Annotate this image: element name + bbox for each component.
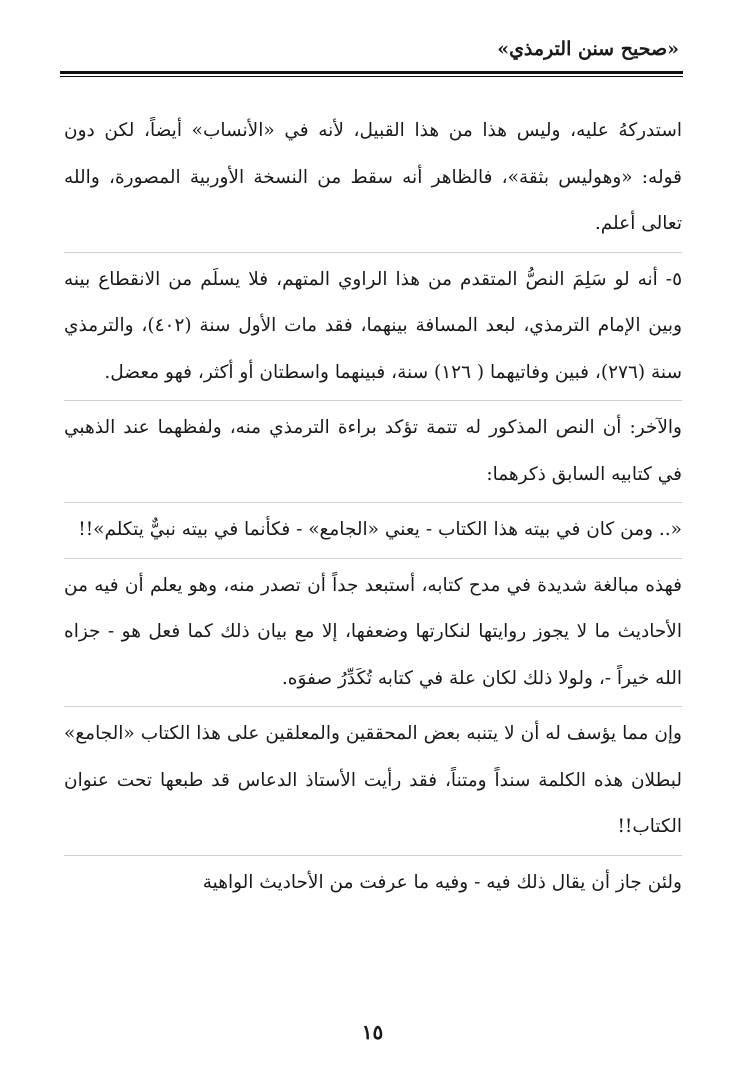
body-text [64,108,682,906]
paragraph-6: وإن مما يؤسف له أن لا يتنبه بعض المحققين والمعلقين على هذا الكتاب «الجامع» لبطلان هذه الكلمة سنداً ومتناً، فقد رأيت الأستاذ الدعاس قد طبعها تحت عنوان الكتاب!! [64,723,682,837]
paragraph-divider [64,558,682,559]
paragraph-5: فهذه مبالغة شديدة في مدح كتابه، أستبعد جداً أن تصدر منه، وهو يعلم أن فيه من الأحاديث ما لا يجوز روايتها لنكارتها وضعفها، إلا مع بيان ذلك كما فعل هو - جزاه الله خيراً -، ولولا ذلك لكان علة في كتابه تُكَدِّرُ صفوَه. [64,574,682,689]
quotation: «.. ومن كان في بيته هذا الكتاب - يعني «الجامع» - فكأنما في بيته نبيٌّ يتكلم»!! [78,519,682,540]
header-rule-thin [60,76,683,77]
running-head-title: «صحيح سنن الترمذي» [497,38,679,60]
paragraph-divider [64,400,682,401]
paragraph-7: ولئن جاز أن يقال ذلك فيه - وفيه ما عرفت من الأحاديث الواهية [202,871,682,893]
paragraph-divider [64,855,682,856]
page-number: ١٥ [361,1020,384,1044]
paragraph-divider [64,502,682,503]
paragraph-3: والآخر: أن النص المذكور له تتمة تؤكد براءة الترمذي منه، ولفظهما عند الذهبي في كتابيه السابق ذكرهما: [64,417,682,485]
paragraph-1: استدركهُ عليه، وليس هذا من هذا القبيل، لأنه في «الأنساب» أيضاً، لكن دون قوله: «وهوليس بثقة»، فالظاهر أنه سقط من النسخة الأوربية المصورة، والله تعالى أعلم. [64,120,682,234]
header-rule-thick [60,71,683,74]
paragraph-2: ٥- أنه لو سَلِمَ النصُّ المتقدم من هذا الراوي المتهم، فلا يسلَم من الانقطاع بينه وبين الإمام الترمذي، لبعد المسافة بينهما، فقد مات الأول سنة (٤٠٢)، والترمذي سنة (٢٧٦)، فبين وفاتيهما ( ١٢٦) سنة، فبينهما واسطتان أو أكثر، فهو معضل. [64,268,682,383]
paragraph-divider [64,252,682,253]
paragraph-divider [64,706,682,707]
